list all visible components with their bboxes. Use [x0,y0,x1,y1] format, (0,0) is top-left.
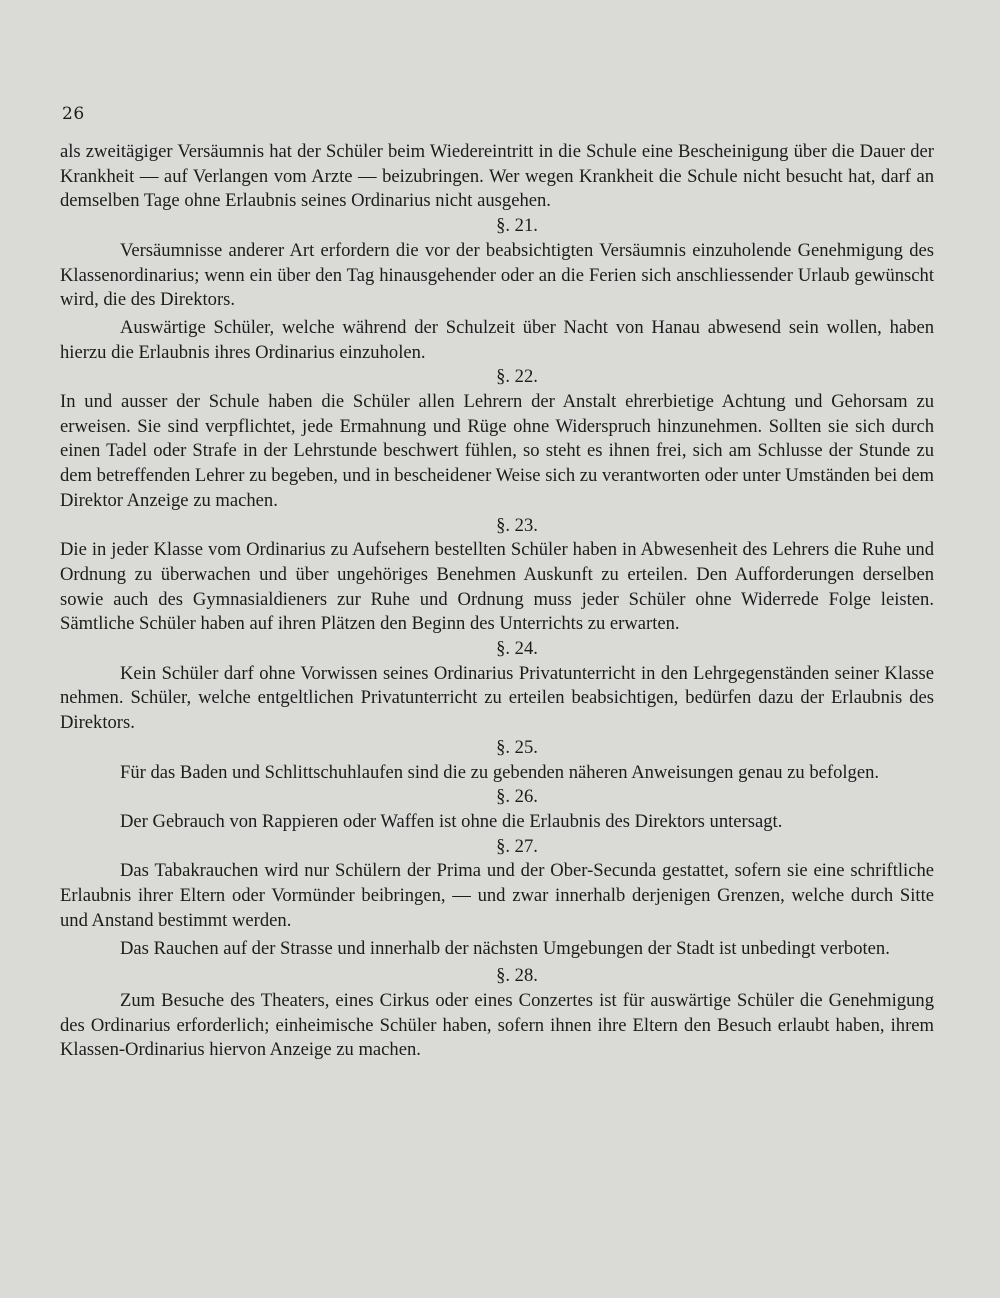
section-heading: §. 28. [496,965,538,987]
paragraph: Das Rauchen auf der Strasse und innerhalb der nächsten Umgebungen der Stadt ist unbedingt verboten. [120,937,890,959]
paragraph: In und ausser der Schule haben die Schüler allen Lehrern der Anstalt ehrerbietige Achtung und Gehorsam zu erweisen. Sie sind verpflichtet, jede Ermahnung und Rüge ohne Widerspruch hinzunehmen. Sollten sie sich durch einen Tadel oder Strafe in der Lehrstunde beschwert fühlen, so steht es ihnen frei, sich am Schlusse der Stunde zu dem betreffenden Lehrer zu begeben, und in bescheidener Weise sich zu verantworten oder unter Umständen bei dem Direktor Anzeige zu machen. [60,391,934,511]
section-heading: §. 22. [496,366,538,388]
page-number: 26 [62,104,85,124]
section-heading: §. 21. [496,215,538,237]
section-heading: §. 25. [496,736,538,758]
paragraph: Auswärtige Schüler, welche während der Schulzeit über Nacht von Hanau abwesend sein wollen, haben hierzu die Erlaubnis ihres Ordinarius einzuholen. [60,316,934,363]
paragraph: Versäumnisse anderer Art erfordern die vor der beabsichtigten Versäumnis einzuholende Genehmigung des Klassenordinarius; wenn ein über den Tag hinausgehender oder an die Ferien sich anschliessender Urlaub gewünscht wird, die des Direktors. [60,239,934,311]
paragraph: Für das Baden und Schlittschuhlaufen sind die zu gebenden näheren Anweisungen genau zu befolgen. [120,761,880,783]
paragraph: Kein Schüler darf ohne Vorwissen seines Ordinarius Privatunterricht in den Lehrgegenständen seiner Klasse nehmen. Schüler, welche entgeltlichen Privatunterricht zu erteilen beabsichtigen, bedürfen dazu der Erlaubnis des Direktors. [60,662,934,734]
section-heading: §. 23. [496,514,538,536]
paragraph: Das Tabakrauchen wird nur Schülern der Prima und der Ober-Secunda gestattet, sofern sie eine schriftliche Erlaubnis ihrer Eltern oder Vormünder beibringen, — und zwar innerhalb derjenigen Grenzen, welche durch Sitte und Anstand bestimmt werden. [60,860,934,931]
paragraph: Die in jeder Klasse vom Ordinarius zu Aufsehern bestellten Schüler haben in Abwesenheit des Lehrers die Ruhe und Ordnung zu überwachen und über ungehöriges Benehmen Auskunft zu erteilen. Den Aufforderungen derselben sowie auch des Gymnasialdieners zur Ruhe und Ordnung muss jeder Schüler ohne Widerrede Folge leisten. Sämtliche Schüler haben auf ihren Plätzen den Beginn des Unterrichts zu erwarten. [60,539,934,635]
paragraph: Zum Besuche des Theaters, eines Cirkus oder eines Conzertes ist für auswärtige Schüler die Genehmigung des Ordinarius erforderlich; einheimische Schüler haben, sofern ihnen ihre Eltern den Besuch erlaubt haben, ihrem Klassen-Ordinarius hiervon Anzeige zu machen. [60,989,934,1061]
section-heading: §. 27. [496,835,538,857]
paragraph: als zweitägiger Versäumnis hat der Schüler beim Wiedereintritt in die Schule eine Bescheinigung über die Dauer der Krankheit — auf Verlangen vom Arzte — beizubringen. Wer wegen Krankheit die Schule nicht besucht hat, darf an demselben Tage ohne Erlaubnis seines Ordinarius nicht ausgehen. [60,141,934,212]
paragraph: Der Gebrauch von Rappieren oder Waffen ist ohne die Erlaubnis des Direktors untersagt. [120,810,783,832]
section-heading: §. 24. [496,638,538,660]
body-text [60,140,934,1063]
section-heading: §. 26. [496,786,538,808]
